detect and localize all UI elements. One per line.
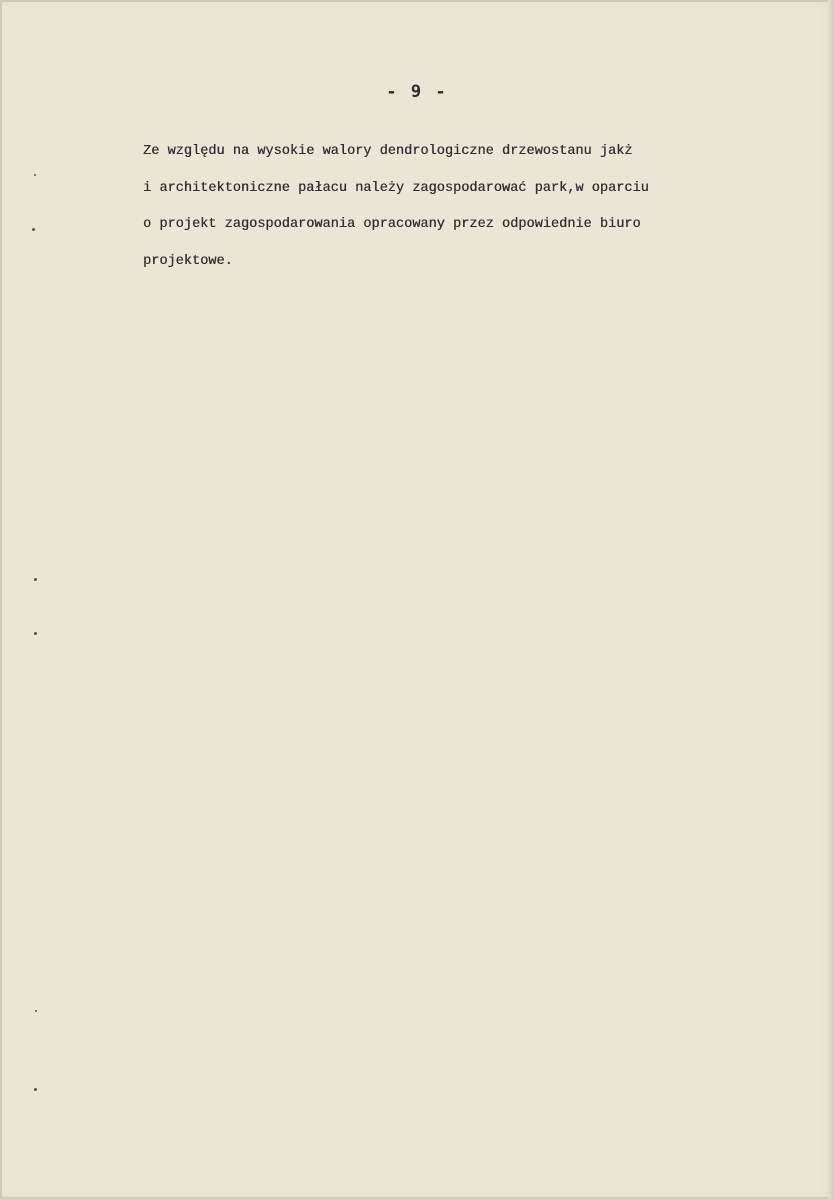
text-line: projektowe.	[143, 253, 233, 269]
paper-speck	[32, 228, 35, 231]
page-number: - 9 -	[386, 82, 448, 102]
paper-speck	[34, 174, 36, 176]
text-line: Ze względu na wysokie walory dendrologiczne drzewostanu jakż	[143, 144, 633, 159]
paper-speck	[34, 578, 37, 581]
paper-speck	[34, 1088, 37, 1091]
text-line: o projekt zagospodarowania opracowany przez odpowiednie biuro	[143, 217, 641, 232]
paper-speck	[35, 1010, 37, 1012]
text-line: i architektoniczne pałacu należy zagospodarować park,w oparciu	[143, 180, 649, 196]
document-body	[143, 134, 803, 280]
page-edge	[828, 0, 834, 1199]
paper-speck	[34, 632, 37, 635]
